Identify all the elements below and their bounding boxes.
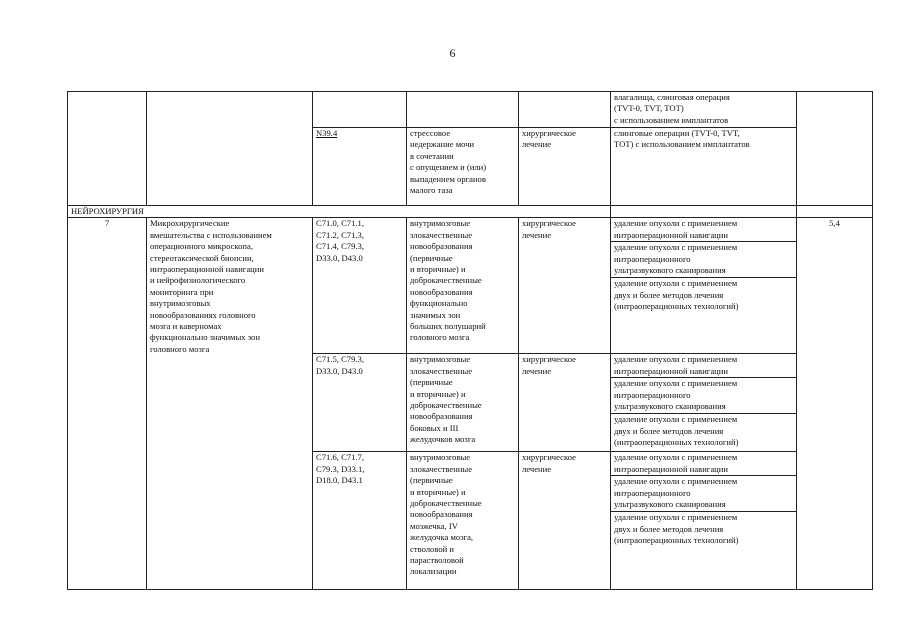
cost-coefficient: 5,4	[797, 218, 873, 590]
section-spacer	[611, 206, 797, 218]
section-title: НЕЙРОХИРУРГИЯ	[68, 206, 611, 218]
section-spacer-end	[797, 206, 873, 218]
n39-method: слинговые операции (TVT-0, TVT, TOT) с использованием имплантатов	[611, 128, 797, 206]
treatment-method: удаление опухоли с применением двух и более методов лечения (интраоперационных технологий)	[611, 278, 797, 354]
cont-method-cell: влагалища, слинговая операция (TVT-0, TVT, TOT) с использованием имплантатов	[611, 92, 797, 128]
row-number: 7	[68, 218, 147, 590]
icd-codes: C71.0, C71.1, C71.2, C71.3, C71.4, C79.3, D33.0, D43.0	[313, 218, 407, 354]
treatment-method: удаление опухоли с применением интраоперационной навигации	[611, 452, 797, 476]
treatment-method: удаление опухоли с применением интраоперационного ультразвукового сканирования	[611, 242, 797, 278]
treatment-method: удаление опухоли с применением интраоперационной навигации	[611, 354, 797, 378]
section-row	[68, 206, 873, 218]
medical-care-table	[67, 91, 873, 590]
n39-code: N39.4	[313, 128, 407, 206]
n39-model: стрессовое недержание мочи в сочетании с опущением и (или) выпадением органов малого таза	[407, 128, 519, 206]
treatment-method: удаление опухоли с применением двух и более методов лечения (интраоперационных технологий)	[611, 512, 797, 590]
icd-codes: C71.6, C71.7, C79.3, D33.1, D18.0, D43.1	[313, 452, 407, 590]
treatment-method: удаление опухоли с применением интраоперационной навигации	[611, 218, 797, 242]
icd-codes: C71.5, C79.3, D33.0, D43.0	[313, 354, 407, 452]
cont-num-cell	[68, 92, 147, 206]
cont-name-cell	[147, 92, 313, 206]
page-number: 6	[449, 46, 456, 60]
cont-treatment-cell	[519, 92, 611, 128]
continuation-row	[68, 92, 873, 128]
treatment-method: удаление опухоли с применением интраоперационного ультразвукового сканирования	[611, 378, 797, 414]
treatment-type: хирургическое лечение	[519, 354, 611, 452]
treatment-method: удаление опухоли с применением двух и более методов лечения (интраоперационных технологий)	[611, 414, 797, 452]
cont-model-cell	[407, 92, 519, 128]
n39-treatment: хирургическое лечение	[519, 128, 611, 206]
cont-cost-cell	[797, 92, 873, 206]
treatment-method: удаление опухоли с применением интраоперационного ультразвукового сканирования	[611, 476, 797, 512]
table-row	[68, 218, 873, 242]
treatment-type: хирургическое лечение	[519, 218, 611, 354]
treatment-type: хирургическое лечение	[519, 452, 611, 590]
patient-model: внутримозговые злокачественные (первичные и вторичные) и доброкачественные новообразования мозжечка, IV желудочка мозга, стволовой и парастволовой локализации	[407, 452, 519, 590]
intervention-name: Микрохирургические вмешательства с использованием операционного микроскопа, стереотаксической биопсии, интраоперационной навигации и нейрофизиологического мониторинга при внутримозговых новообразованиях головного мозга и каверномах функционально значимых зон головного мозга	[147, 218, 313, 590]
patient-model: внутримозговые злокачественные (первичные и вторичные) и доброкачественные новообразования боковых и III желудочков мозга	[407, 354, 519, 452]
cont-code-cell	[313, 92, 407, 128]
patient-model: внутримозговые злокачественные новообразования (первичные и вторичные) и доброкачественные новообразования функционально значимых зон больших полушарий головного мозга	[407, 218, 519, 354]
